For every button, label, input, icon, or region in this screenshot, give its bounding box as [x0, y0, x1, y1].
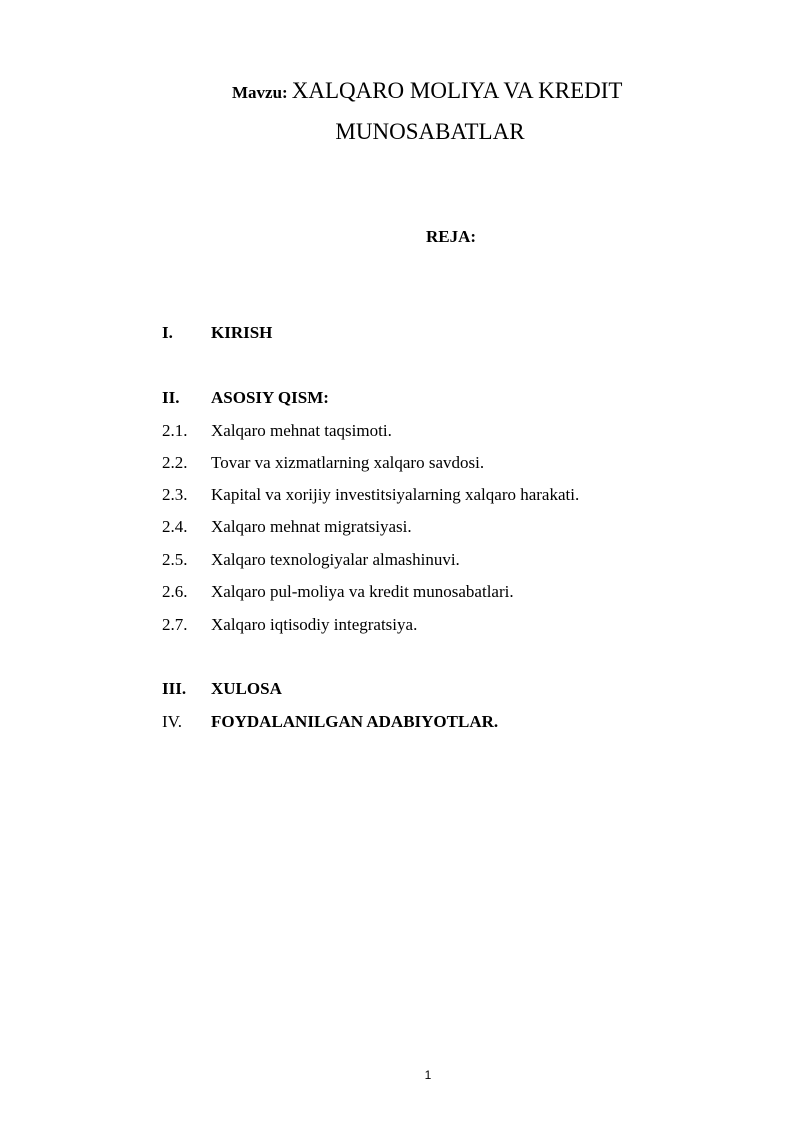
section-number: I.	[162, 323, 173, 342]
section-main	[162, 388, 329, 408]
item-text: Xalqaro mehnat migratsiyasi.	[211, 517, 412, 536]
item-text: Xalqaro pul-moliya va kredit munosabatlari.	[211, 582, 514, 601]
item-text: Xalqaro mehnat taqsimoti.	[211, 421, 392, 440]
item-text: Tovar va xizmatlarning xalqaro savdosi.	[211, 453, 485, 472]
section-conclusion	[162, 679, 282, 699]
item-number: 2.4.	[162, 517, 188, 536]
section-title: ASOSIY QISM:	[211, 388, 329, 407]
section-number: III.	[162, 679, 187, 698]
page-number: 1	[424, 1068, 432, 1082]
item-text: Kapital va xorijiy investitsiyalarning xalqaro harakati.	[211, 485, 580, 504]
list-item	[162, 550, 460, 570]
item-number: 2.3.	[162, 485, 188, 504]
item-number: 2.7.	[162, 615, 188, 634]
item-number: 2.5.	[162, 550, 188, 569]
section-number: II.	[162, 388, 180, 407]
list-item	[162, 517, 412, 537]
title-line-1	[232, 78, 622, 104]
item-number: 2.1.	[162, 421, 188, 440]
topic-label: Mavzu:	[232, 83, 288, 102]
list-item	[162, 453, 484, 473]
document-title-continued: MUNOSABATLAR	[335, 119, 525, 144]
section-number: IV.	[162, 712, 182, 731]
section-title: FOYDALANILGAN ADABIYOTLAR.	[211, 712, 499, 731]
list-item	[162, 582, 514, 602]
section-title: KIRISH	[211, 323, 273, 342]
section-intro	[162, 323, 272, 343]
plan-heading: REJA:	[426, 227, 477, 246]
item-text: Xalqaro texnologiyalar almashinuvi.	[211, 550, 460, 569]
list-item	[162, 615, 417, 635]
document-title: XALQARO MOLIYA VA KREDIT	[291, 78, 623, 103]
list-item	[162, 421, 392, 441]
item-text: Xalqaro iqtisodiy integratsiya.	[211, 615, 418, 634]
section-title: XULOSA	[211, 679, 282, 698]
section-references	[162, 712, 498, 732]
list-item	[162, 485, 579, 505]
item-number: 2.6.	[162, 582, 188, 601]
item-number: 2.2.	[162, 453, 188, 472]
